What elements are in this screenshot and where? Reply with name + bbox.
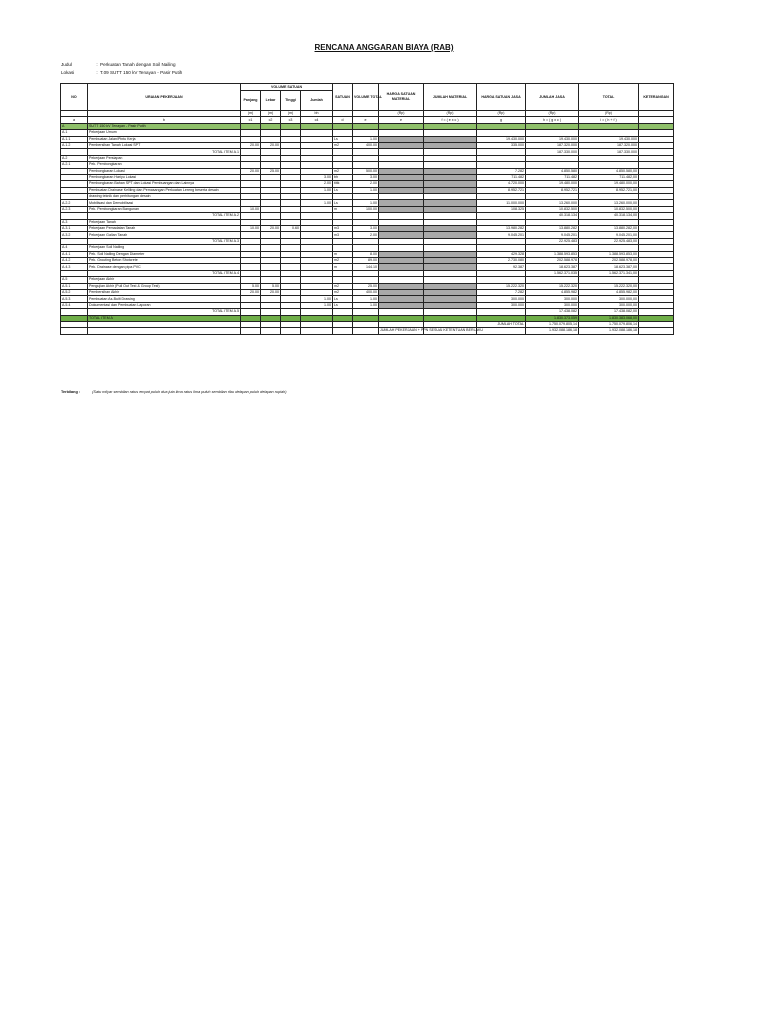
table-cell: 2.00 [353, 232, 379, 238]
table-cell: 711.482 [477, 174, 526, 180]
meta-label: Judul [61, 62, 72, 67]
table-cell: A.2.1 [61, 162, 88, 168]
table-cell [281, 328, 301, 334]
table-cell: 300.000 [477, 296, 526, 302]
table-cell: 429.328 [477, 251, 526, 257]
table-cell: 11.000.000 [477, 200, 526, 206]
table-cell: A.5.1 [61, 283, 88, 289]
header-uraian: URAIAN PEKERJAAN [88, 84, 241, 111]
table-cell: m2 [333, 142, 353, 148]
table-cell: (Rp) [424, 111, 477, 117]
table-cell: 1.932.088.186,18 [579, 328, 639, 334]
table-cell: TOTAL ITEM A.3 [88, 238, 241, 244]
table-cell: 202.588.978 [526, 257, 579, 263]
table-cell: (Rp) [526, 111, 579, 117]
table-cell: Pembuatan Jalan/Pintu Kerja [88, 136, 241, 142]
table-cell: 2.00 [301, 181, 333, 187]
table-cell: b [88, 117, 241, 123]
table-cell: 10.832.500,00 [579, 206, 639, 212]
table-cell: Ls [333, 200, 353, 206]
table-cell: 711.482,00 [579, 174, 639, 180]
table-cell: i = ( h + f ) [579, 117, 639, 123]
table-cell: Pek. Drainase dengan pipa PVC [88, 264, 241, 270]
table-cell: Ls [333, 136, 353, 142]
header-jumlah: Jumlah [301, 91, 333, 111]
table-cell: 2.00 [353, 181, 379, 187]
meta-value: Perkuatan Tanah dengan Soil Nailing [100, 62, 176, 67]
header-harga-jasa: HARGA SATUAN JASA [477, 84, 526, 111]
table-cell: m3 [333, 232, 353, 238]
table-cell: A.4.2 [61, 257, 88, 263]
table-cell: 4.855.982,00 [579, 289, 639, 295]
table-cell: g [477, 117, 526, 123]
table-cell: A.2.3 [61, 206, 88, 212]
meta-label: Lokasi [61, 70, 75, 75]
table-cell: c4 [301, 117, 333, 123]
table-cell [639, 328, 674, 334]
table-cell: d [333, 117, 353, 123]
table-cell: m3 [333, 226, 353, 232]
table-cell: m2 [333, 283, 353, 289]
table-cell: 1.00 [353, 296, 379, 302]
table-cell: A.1 [61, 130, 88, 136]
header-harga-material: HARGA SATUAN MATERIAL [379, 84, 424, 111]
table-cell: 10.00 [241, 206, 261, 212]
table-cell: Pek. Pembongkaran [88, 162, 241, 168]
header-keterangan: KETERANGAN [639, 84, 674, 111]
table-row [61, 328, 674, 334]
table-cell: 10.832.500 [526, 206, 579, 212]
table-cell: 300.000 [526, 302, 579, 308]
table-cell: 15.222.320,00 [579, 283, 639, 289]
table-cell: (m) [261, 111, 281, 117]
table-cell: 5.00 [241, 283, 261, 289]
table-cell: 18.623.387 [526, 264, 579, 270]
table-cell: Pembersihan Tanah Lokasi SPT [88, 142, 241, 148]
page-title: RENCANA ANGGARAN BIAYA (RAB) [314, 43, 454, 52]
table-cell: Pekerjaan Persiapan [88, 155, 241, 161]
table-cell: Pekerjaan Umum [88, 130, 241, 136]
table-cell: (Rp) [477, 111, 526, 117]
header-no: NO [61, 84, 88, 111]
table-cell: m2 [333, 289, 353, 295]
table-cell: 22.925.483,00 [579, 238, 639, 244]
table-cell: A.5.3 [61, 296, 88, 302]
table-cell: 1.388.593.853,00 [579, 251, 639, 257]
table-cell: 13.260.000,00 [579, 200, 639, 206]
table-cell: A [61, 123, 88, 129]
table-cell: 25.00 [261, 168, 281, 174]
table-cell: 20.00 [241, 289, 261, 295]
table-cell: A.3 [61, 219, 88, 225]
table-body [61, 123, 674, 334]
table-cell: 300.000 [526, 296, 579, 302]
table-cell [261, 328, 281, 334]
table-cell: Pekerjaan Pemadatan Tanah [88, 226, 241, 232]
table-cell: c1 [241, 117, 261, 123]
table-cell: f = ( e x c ) [424, 117, 477, 123]
table-cell [477, 328, 526, 334]
table-cell [88, 328, 241, 334]
table-cell: Pekerjaan Akhir [88, 277, 241, 283]
table-cell: 3.00 [301, 174, 333, 180]
table-cell: 20.00 [241, 142, 261, 148]
table-cell: Pembersihan Akhir [88, 289, 241, 295]
table-cell: JUMLAH PEKERJAAN + PPN SESUAI KETENTUAN BERLAKU [380, 328, 483, 333]
table-cell: 22.925.483 [526, 238, 579, 244]
table-cell: Pekerjaan Soil Nailing [88, 245, 241, 251]
table-cell: m [333, 264, 353, 270]
table-cell: A.2 [61, 155, 88, 161]
table-cell: A.4.3 [61, 264, 88, 270]
table-cell [301, 328, 333, 334]
table-cell: 187.320.000 [526, 142, 579, 148]
table-cell: 4.720.000 [477, 181, 526, 187]
table-cell: Pembongkaran Bahan SPT dan Lokasi Pembuangan dan Lainnya [88, 181, 241, 187]
table-cell: A.1.1 [61, 136, 88, 142]
table-cell: 13.880.282,00 [579, 226, 639, 232]
table-cell: 17.438.082,00 [579, 309, 639, 315]
table-cell: 3.00 [353, 174, 379, 180]
table-cell: 19.480.000,00 [579, 181, 639, 187]
meta-judul: Judul : Perkuatan Tanah dengan Soil Nailing [61, 62, 176, 67]
table-cell: e [379, 117, 424, 123]
table-cell: 8.952.721 [526, 187, 579, 193]
header-jumlah-material: JUMLAH MATERIAL [424, 84, 477, 111]
header-lebar: Lebar [261, 91, 281, 111]
table-cell: TOTAL ITEM A.2 [88, 213, 241, 219]
table-cell: JUMLAH TOTAL [477, 321, 526, 327]
table-cell: 18.623.387,00 [579, 264, 639, 270]
table-cell: 1.562.371.341,00 [579, 270, 639, 276]
table-cell: 187.330.000 [526, 149, 579, 155]
table-cell: 3.00 [353, 226, 379, 232]
table-cell: 15.222.320 [526, 283, 579, 289]
table-cell: Ls [333, 296, 353, 302]
table-cell: c3 [281, 117, 301, 123]
table-cell: 2.730.080 [477, 257, 526, 263]
table-cell: A.3.1 [61, 226, 88, 232]
table-cell: 400.00 [353, 289, 379, 295]
table-cell: h = ( g x c ) [526, 117, 579, 123]
table-cell: 20.00 [241, 168, 261, 174]
table-cell: 1.00 [301, 296, 333, 302]
table-cell: a [61, 117, 88, 123]
table-cell: SUTT 150 kV Tenayan - Pasir Putih [88, 123, 241, 129]
table-cell: 1.00 [353, 187, 379, 193]
table-cell: TOTAL ITEM A.5 [88, 309, 241, 315]
table-cell: (Rp) [379, 111, 424, 117]
header-panjang: Panjang [241, 91, 261, 111]
table-cell: (Rp) [579, 111, 639, 117]
table-cell: (m) [241, 111, 261, 117]
table-cell: titik [333, 181, 353, 187]
table-cell: Ls [333, 187, 353, 193]
rab-table [60, 83, 674, 335]
units-rows [61, 111, 674, 124]
meta-value: T.09 SUTT 150 kV Tenayan - Pasir Putih [100, 70, 183, 75]
table-cell: drawing teknik dan perhitungan desain [88, 194, 241, 200]
table-cell: 1.00 [353, 302, 379, 308]
table-cell: 1.388.593.853 [526, 251, 579, 257]
table-cell: 9.045.201,00 [579, 232, 639, 238]
table-cell: m [333, 206, 353, 212]
header-jumlah-jasa: JUMLAH JASA [526, 84, 579, 111]
table-cell: 108.325 [477, 206, 526, 212]
table-cell: 0.60 [281, 226, 301, 232]
table-cell: A.5 [61, 277, 88, 283]
table-cell: m2 [333, 168, 353, 174]
table-cell: 25.00 [353, 283, 379, 289]
header-satuan: SATUAN [333, 84, 353, 111]
table-cell: A.2.2 [61, 200, 88, 206]
table-cell: 19.430.000 [526, 136, 579, 142]
table-cell: bh [301, 111, 333, 117]
terbilang-label: Terbilang : [61, 390, 81, 394]
table-cell: 1.932.088.186,18 [526, 328, 579, 334]
table-cell: Pek. Grouting Beton Shotcrete [88, 257, 241, 263]
table-cell [353, 328, 379, 334]
header-volume-group: VOLUME SATUAN [241, 84, 333, 91]
table-cell: (m) [281, 111, 301, 117]
table-cell: 187.330.000 [579, 149, 639, 155]
table-cell: Pekerjaan Galian Tanah [88, 232, 241, 238]
table-cell: 40.318.134,00 [579, 213, 639, 219]
table-cell: 19.480.000 [526, 181, 579, 187]
table-cell: Ls [333, 302, 353, 308]
table-cell: A.4 [61, 245, 88, 251]
table-cell: 20.00 [261, 289, 281, 295]
table-cell: 1.830.373.059 [526, 315, 579, 321]
table-cell: 1.750.079.806,14 [579, 321, 639, 327]
table-cell: 1.00 [353, 200, 379, 206]
table-cell: 300.000,00 [579, 302, 639, 308]
table-cell: m [333, 251, 353, 257]
table-cell: 8.952.721,00 [579, 187, 639, 193]
table-cell: Pek. Pembongkaran Bangunan [88, 206, 241, 212]
table-cell: 7.282 [477, 289, 526, 295]
table-cell: 1.00 [353, 136, 379, 142]
terbilang-note [61, 390, 287, 394]
table-cell: 1.750.079.805,14 [526, 321, 579, 327]
table-cell: 13.880.282 [526, 226, 579, 232]
terbilang-text: (Satu milyar sembilan ratus empat puluh dua juta lima ratus lima puluh sembilan ribu delapan puluh delapan rupiah) [92, 390, 287, 394]
table-cell: c2 [261, 117, 281, 123]
table-cell: TOTAL ITEM A.1 [88, 149, 241, 155]
table-cell: 13.260.000 [526, 200, 579, 206]
table-cell: Pembuatan Drainase Keliling dan Pemasangan Perkuatan Lereng beserta desain [88, 187, 241, 193]
table-cell: 92.387 [477, 264, 526, 270]
table-cell: Pembuatan As-Built Drawing [88, 296, 241, 302]
table-cell: 300.000,00 [579, 296, 639, 302]
table-cell: 100.00 [353, 206, 379, 212]
table-cell: 4.850.580,00 [579, 168, 639, 174]
table-cell: 40.318.134 [526, 213, 579, 219]
table-cell: bh [333, 174, 353, 180]
table-cell: 19.430.000 [477, 136, 526, 142]
table-cell [333, 328, 353, 334]
table-cell: Pembongkaran Lokasi [88, 168, 241, 174]
table-cell: 187.320.000 [579, 142, 639, 148]
table-cell: Pekerjaan Tanah [88, 219, 241, 225]
table-cell: 500.00 [353, 168, 379, 174]
table-cell: 8.00 [353, 251, 379, 257]
table-cell: Pengujian Akhir (Pull Out Test & Group Test) [88, 283, 241, 289]
table-cell: 1.562.371.035 [526, 270, 579, 276]
table-cell: e [353, 117, 379, 123]
meta-lokasi: Lokasi : T.09 SUTT 150 kV Tenayan - Pasir Putih [61, 70, 183, 75]
table-cell: Pembongkaran Hariyu Lokasi [88, 174, 241, 180]
table-cell: 1.830.383.068,00 [579, 315, 639, 321]
table-cell: 335.000 [477, 142, 526, 148]
table-cell: A.5.4 [61, 302, 88, 308]
table-cell: 4.855.982 [526, 289, 579, 295]
table-cell: 5.00 [261, 283, 281, 289]
table-cell: 19.430.000 [579, 136, 639, 142]
table-cell: 17.438.082 [526, 309, 579, 315]
table-cell: 20.00 [261, 142, 281, 148]
table-cell: 1.00 [301, 200, 333, 206]
table-cell: 1.00 [301, 302, 333, 308]
table-cell: A.4.1 [61, 251, 88, 257]
header-tinggi: Tinggi [281, 91, 301, 111]
table-cell: 10.00 [241, 226, 261, 232]
table-cell: Pek. Soil Nailing Dengan Diameter [88, 251, 241, 257]
table-cell [61, 328, 88, 334]
table-cell: Dokumentasi dan Pembuatan Laporan [88, 302, 241, 308]
table-cell: 144.10 [353, 264, 379, 270]
table-cell: A.1.2 [61, 142, 88, 148]
table-cell: 9.045.201 [526, 232, 579, 238]
table-cell: 202.588.978,00 [579, 257, 639, 263]
header-total: TOTAL [579, 84, 639, 111]
table-cell: A.5.2 [61, 289, 88, 295]
table-cell: 9.045.201 [477, 232, 526, 238]
table-cell: 1.00 [301, 187, 333, 193]
table-cell: 89.00 [353, 257, 379, 263]
table-cell: 400.00 [353, 142, 379, 148]
table-cell: Mobilisasi dan Demobilisasi [88, 200, 241, 206]
table-cell: 300.000 [477, 302, 526, 308]
table-cell: A.3.2 [61, 232, 88, 238]
table-cell: 20.00 [261, 226, 281, 232]
table-cell: 4.850.580 [526, 168, 579, 174]
table-cell: 7.282 [477, 168, 526, 174]
table-cell: 8.952.721 [477, 187, 526, 193]
header-volume-total: VOLUME TOTAL [353, 84, 379, 111]
table-cell: 15.222.320 [477, 283, 526, 289]
table-cell: TOTAL ITEM A.4 [88, 270, 241, 276]
table-cell: 13.980.282 [477, 226, 526, 232]
table-cell [241, 328, 261, 334]
table-cell: 711.482 [526, 174, 579, 180]
table-cell: m2 [333, 257, 353, 263]
table-cell: TOTAL ITEM A [88, 315, 241, 321]
